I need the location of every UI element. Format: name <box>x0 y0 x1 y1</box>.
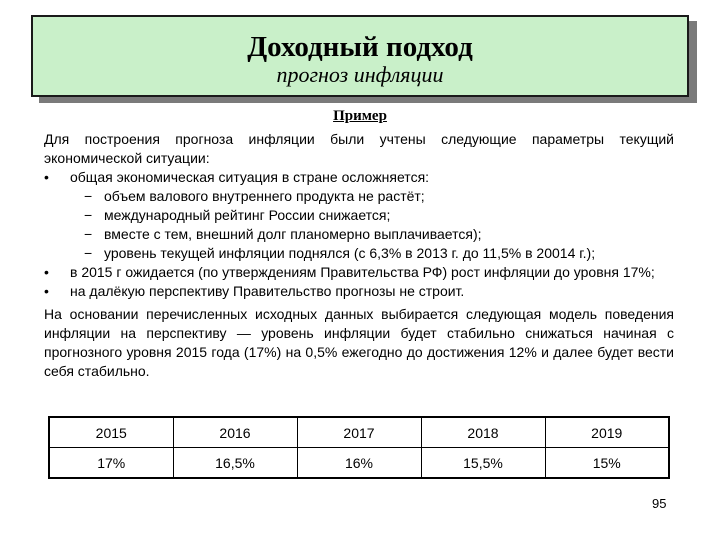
page-subtitle: прогноз инфляции <box>276 62 444 87</box>
sub-item-text: международный рейтинг России снижается; <box>104 207 391 223</box>
bullet-icon: • <box>44 283 49 299</box>
list-item <box>44 168 674 187</box>
sub-list-item <box>44 225 674 244</box>
bullet-text: на далёкую перспективу Правительство прогнозы не строит. <box>70 283 465 299</box>
list-item <box>44 263 674 282</box>
table-row-years <box>49 417 669 448</box>
table-cell-rate: 15% <box>545 448 669 479</box>
sub-list-item <box>44 187 674 206</box>
sub-item-text: вместе с тем, внешний долг планомерно выплачивается); <box>104 226 482 242</box>
table-cell-year: 2015 <box>49 417 173 448</box>
inflation-table <box>48 416 670 479</box>
table-cell-rate: 17% <box>49 448 173 479</box>
dash-icon: − <box>84 245 93 261</box>
page-title: Доходный подход <box>247 31 473 63</box>
table-cell-rate: 16,5% <box>173 448 297 479</box>
bullet-text: в 2015 г ожидается (по утверждениям Правительства РФ) рост инфляции до уровня 17%; <box>70 264 655 280</box>
sub-list-item <box>44 244 674 263</box>
sub-item-text: объем валового внутреннего продукта не растёт; <box>104 188 425 204</box>
dash-icon: − <box>84 188 93 204</box>
title-box <box>31 15 689 97</box>
table-cell-year: 2019 <box>545 417 669 448</box>
bullet-icon: • <box>44 264 49 280</box>
bullet-text: общая экономическая ситуация в стране осложняется: <box>70 169 430 185</box>
table-cell-year: 2017 <box>297 417 421 448</box>
conclusion-paragraph: На основании перечисленных исходных данных выбирается следующая модель поведения инфляции на перспективу — уровень инфляции будет стабильно снижаться начиная с прогнозного уровня 2015 года (17%) на 0,5% ежегодно до достижения 12% и далее будет вести себя стабильно. <box>44 306 674 379</box>
table-cell-year: 2016 <box>173 417 297 448</box>
table-row-rates <box>49 448 669 479</box>
sub-item-text: уровень текущей инфляции поднялся (с 6,3% в 2013 г. до 11,5% в 20014 г.); <box>104 245 596 261</box>
page-number: 95 <box>652 496 667 511</box>
table-cell-rate: 15,5% <box>421 448 545 479</box>
content-body <box>44 130 674 381</box>
intro-paragraph: Для построения прогноза инфляции были учтены следующие параметры текущий экономической ситуации: <box>44 131 674 166</box>
example-heading: Пример <box>333 108 387 124</box>
list-item <box>44 282 674 301</box>
table-cell-year: 2018 <box>421 417 545 448</box>
sub-list-item <box>44 206 674 225</box>
dash-icon: − <box>84 207 93 223</box>
table-cell-rate: 16% <box>297 448 421 479</box>
dash-icon: − <box>84 226 93 242</box>
bullet-icon: • <box>44 169 49 185</box>
